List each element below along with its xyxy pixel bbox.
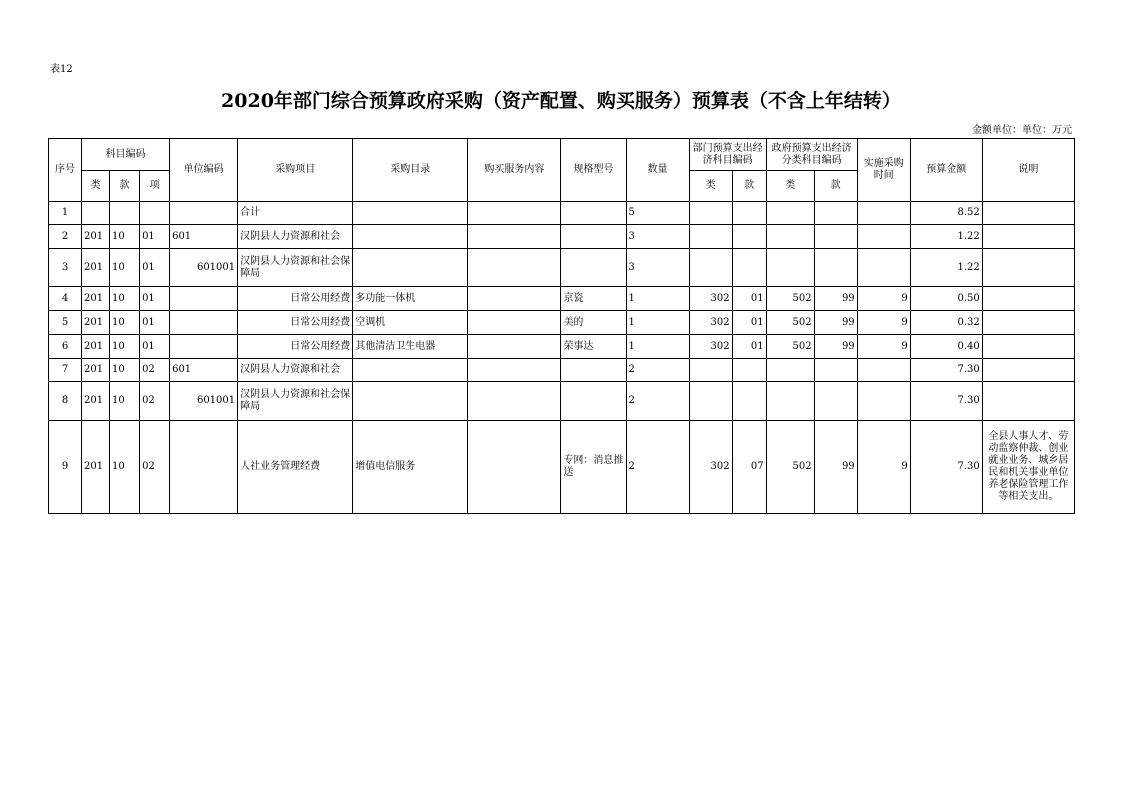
cell-gov-kuan bbox=[814, 359, 857, 382]
cell-seq: 5 bbox=[49, 311, 82, 335]
cell-service bbox=[468, 311, 561, 335]
table-row bbox=[49, 249, 1075, 287]
cell-lei: 201 bbox=[82, 335, 110, 359]
cell-amount: 0.50 bbox=[910, 287, 982, 311]
header-service-content: 购买服务内容 bbox=[468, 139, 561, 202]
cell-time bbox=[857, 249, 910, 287]
cell-lei: 201 bbox=[82, 287, 110, 311]
table-row bbox=[49, 311, 1075, 335]
cell-amount: 0.40 bbox=[910, 335, 982, 359]
cell-item: 日常公用经费 bbox=[238, 311, 353, 335]
cell-item: 合计 bbox=[238, 202, 353, 225]
cell-note bbox=[982, 311, 1074, 335]
cell-xiang: 01 bbox=[140, 287, 170, 311]
header-quantity: 数量 bbox=[626, 139, 689, 202]
cell-qty: 1 bbox=[626, 335, 689, 359]
cell-time: 9 bbox=[857, 421, 910, 514]
cell-service bbox=[468, 335, 561, 359]
cell-catalog: 增值电信服务 bbox=[353, 421, 468, 514]
cell-catalog bbox=[353, 382, 468, 421]
cell-qty: 5 bbox=[626, 202, 689, 225]
header-gov-econ-code: 政府预算支出经济分类科目编码 bbox=[766, 139, 857, 171]
cell-dept-lei bbox=[689, 249, 732, 287]
cell-spec bbox=[561, 249, 626, 287]
cell-dept-lei bbox=[689, 202, 732, 225]
table-row bbox=[49, 359, 1075, 382]
table-row bbox=[49, 382, 1075, 421]
cell-qty: 1 bbox=[626, 287, 689, 311]
header-dept-kuan: 款 bbox=[732, 171, 766, 202]
cell-gov-lei bbox=[766, 249, 814, 287]
cell-amount: 8.52 bbox=[910, 202, 982, 225]
cell-amount: 7.30 bbox=[910, 421, 982, 514]
cell-gov-lei bbox=[766, 382, 814, 421]
header-note: 说明 bbox=[982, 139, 1074, 202]
cell-lei: 201 bbox=[82, 225, 110, 249]
cell-qty: 2 bbox=[626, 421, 689, 514]
cell-seq: 2 bbox=[49, 225, 82, 249]
cell-amount: 7.30 bbox=[910, 382, 982, 421]
cell-spec bbox=[561, 225, 626, 249]
cell-catalog: 其他清洁卫生电器 bbox=[353, 335, 468, 359]
cell-dept-lei bbox=[689, 359, 732, 382]
cell-item: 汉阴县人力资源和社会 bbox=[238, 359, 353, 382]
cell-kuan bbox=[110, 202, 140, 225]
header-budget-amount: 预算金额 bbox=[910, 139, 982, 202]
cell-qty: 2 bbox=[626, 359, 689, 382]
cell-time: 9 bbox=[857, 311, 910, 335]
header-purchase-item: 采购项目 bbox=[238, 139, 353, 202]
cell-note bbox=[982, 287, 1074, 311]
cell-seq: 6 bbox=[49, 335, 82, 359]
cell-xiang: 01 bbox=[140, 249, 170, 287]
cell-kuan: 10 bbox=[110, 382, 140, 421]
cell-catalog: 空调机 bbox=[353, 311, 468, 335]
cell-service bbox=[468, 249, 561, 287]
cell-xiang bbox=[140, 202, 170, 225]
cell-gov-lei: 502 bbox=[766, 287, 814, 311]
cell-spec: 专网：消息推送 bbox=[561, 421, 626, 514]
cell-qty: 3 bbox=[626, 249, 689, 287]
cell-item: 日常公用经费 bbox=[238, 335, 353, 359]
cell-gov-lei: 502 bbox=[766, 311, 814, 335]
header-kuan: 款 bbox=[110, 171, 140, 202]
cell-item: 日常公用经费 bbox=[238, 287, 353, 311]
cell-note bbox=[982, 335, 1074, 359]
cell-lei bbox=[82, 202, 110, 225]
cell-unit-code: 601 bbox=[170, 225, 238, 249]
cell-qty: 1 bbox=[626, 311, 689, 335]
header-impl-time: 实施采购时间 bbox=[857, 139, 910, 202]
table-row bbox=[49, 225, 1075, 249]
cell-dept-kuan bbox=[732, 249, 766, 287]
cell-spec: 荣事达 bbox=[561, 335, 626, 359]
cell-lei: 201 bbox=[82, 382, 110, 421]
cell-service bbox=[468, 202, 561, 225]
cell-xiang: 02 bbox=[140, 382, 170, 421]
header-spec-model: 规格型号 bbox=[561, 139, 626, 202]
header-purchase-catalog: 采购目录 bbox=[353, 139, 468, 202]
cell-xiang: 01 bbox=[140, 335, 170, 359]
cell-seq: 7 bbox=[49, 359, 82, 382]
cell-time bbox=[857, 359, 910, 382]
cell-time: 9 bbox=[857, 287, 910, 311]
cell-seq: 3 bbox=[49, 249, 82, 287]
cell-unit-code bbox=[170, 311, 238, 335]
cell-dept-lei: 302 bbox=[689, 287, 732, 311]
cell-time bbox=[857, 382, 910, 421]
cell-catalog bbox=[353, 202, 468, 225]
header-dept-econ-code: 部门预算支出经济科目编码 bbox=[689, 139, 766, 171]
cell-note bbox=[982, 249, 1074, 287]
cell-amount: 7.30 bbox=[910, 359, 982, 382]
cell-gov-lei: 502 bbox=[766, 335, 814, 359]
cell-dept-lei bbox=[689, 382, 732, 421]
cell-dept-kuan bbox=[732, 359, 766, 382]
cell-lei: 201 bbox=[82, 311, 110, 335]
cell-gov-kuan: 99 bbox=[814, 421, 857, 514]
cell-gov-kuan bbox=[814, 225, 857, 249]
cell-dept-kuan: 01 bbox=[732, 335, 766, 359]
cell-xiang: 01 bbox=[140, 311, 170, 335]
cell-dept-lei: 302 bbox=[689, 311, 732, 335]
cell-lei: 201 bbox=[82, 359, 110, 382]
header-subject-code: 科目编码 bbox=[82, 139, 170, 171]
cell-lei: 201 bbox=[82, 249, 110, 287]
cell-unit-code bbox=[170, 335, 238, 359]
cell-spec: 京瓷 bbox=[561, 287, 626, 311]
cell-item: 人社业务管理经费 bbox=[238, 421, 353, 514]
cell-gov-kuan: 99 bbox=[814, 335, 857, 359]
cell-time bbox=[857, 225, 910, 249]
header-xiang: 项 bbox=[140, 171, 170, 202]
cell-note bbox=[982, 382, 1074, 421]
cell-catalog bbox=[353, 249, 468, 287]
cell-dept-lei: 302 bbox=[689, 335, 732, 359]
procurement-budget-table bbox=[48, 138, 1075, 514]
cell-note bbox=[982, 225, 1074, 249]
cell-gov-kuan bbox=[814, 202, 857, 225]
cell-service bbox=[468, 421, 561, 514]
cell-amount: 0.32 bbox=[910, 311, 982, 335]
header-lei: 类 bbox=[82, 171, 110, 202]
table-row bbox=[49, 287, 1075, 311]
cell-unit-code bbox=[170, 202, 238, 225]
cell-item: 汉阴县人力资源和社会保障局 bbox=[238, 382, 353, 421]
cell-spec bbox=[561, 382, 626, 421]
table-row bbox=[49, 202, 1075, 225]
page-title: 2020年部门综合预算政府采购（资产配置、购买服务）预算表（不含上年结转） bbox=[221, 90, 901, 112]
cell-service bbox=[468, 359, 561, 382]
cell-note bbox=[982, 202, 1074, 225]
cell-note: 全县人事人才、劳动监察仲裁、创业就业业务、城乡居民和机关事业单位养老保险管理工作等相关支出。 bbox=[982, 421, 1074, 514]
header-gov-kuan: 款 bbox=[814, 171, 857, 202]
cell-kuan: 10 bbox=[110, 225, 140, 249]
cell-kuan: 10 bbox=[110, 249, 140, 287]
cell-service bbox=[468, 382, 561, 421]
cell-xiang: 02 bbox=[140, 359, 170, 382]
cell-catalog bbox=[353, 359, 468, 382]
cell-unit-code bbox=[170, 421, 238, 514]
cell-unit-code: 601001 bbox=[170, 249, 238, 287]
cell-gov-lei bbox=[766, 202, 814, 225]
table-row bbox=[49, 335, 1075, 359]
cell-dept-lei: 302 bbox=[689, 421, 732, 514]
cell-gov-kuan bbox=[814, 249, 857, 287]
cell-gov-lei: 502 bbox=[766, 421, 814, 514]
cell-lei: 201 bbox=[82, 421, 110, 514]
header-seq: 序号 bbox=[49, 139, 82, 202]
cell-kuan: 10 bbox=[110, 335, 140, 359]
cell-gov-kuan: 99 bbox=[814, 287, 857, 311]
cell-kuan: 10 bbox=[110, 359, 140, 382]
cell-dept-kuan: 01 bbox=[732, 311, 766, 335]
cell-kuan: 10 bbox=[110, 311, 140, 335]
cell-item: 汉阴县人力资源和社会保障局 bbox=[238, 249, 353, 287]
cell-time bbox=[857, 202, 910, 225]
cell-unit-code bbox=[170, 287, 238, 311]
cell-spec bbox=[561, 202, 626, 225]
cell-spec: 美的 bbox=[561, 311, 626, 335]
cell-seq: 1 bbox=[49, 202, 82, 225]
table-row bbox=[49, 421, 1075, 514]
cell-seq: 9 bbox=[49, 421, 82, 514]
cell-dept-kuan bbox=[732, 202, 766, 225]
cell-service bbox=[468, 287, 561, 311]
cell-qty: 3 bbox=[626, 225, 689, 249]
cell-catalog bbox=[353, 225, 468, 249]
cell-gov-kuan bbox=[814, 382, 857, 421]
cell-seq: 8 bbox=[49, 382, 82, 421]
cell-unit-code: 601 bbox=[170, 359, 238, 382]
cell-gov-kuan: 99 bbox=[814, 311, 857, 335]
cell-seq: 4 bbox=[49, 287, 82, 311]
header-unit-code: 单位编码 bbox=[170, 139, 238, 202]
cell-qty: 2 bbox=[626, 382, 689, 421]
cell-note bbox=[982, 359, 1074, 382]
cell-gov-lei bbox=[766, 225, 814, 249]
cell-dept-kuan bbox=[732, 382, 766, 421]
cell-service bbox=[468, 225, 561, 249]
table-number: 表12 bbox=[50, 64, 73, 75]
cell-kuan: 10 bbox=[110, 421, 140, 514]
cell-xiang: 02 bbox=[140, 421, 170, 514]
cell-amount: 1.22 bbox=[910, 249, 982, 287]
cell-dept-kuan: 07 bbox=[732, 421, 766, 514]
cell-item: 汉阴县人力资源和社会 bbox=[238, 225, 353, 249]
cell-gov-lei bbox=[766, 359, 814, 382]
cell-kuan: 10 bbox=[110, 287, 140, 311]
cell-dept-kuan bbox=[732, 225, 766, 249]
cell-catalog: 多功能一体机 bbox=[353, 287, 468, 311]
cell-amount: 1.22 bbox=[910, 225, 982, 249]
cell-dept-kuan: 01 bbox=[732, 287, 766, 311]
cell-unit-code: 601001 bbox=[170, 382, 238, 421]
cell-dept-lei bbox=[689, 225, 732, 249]
cell-xiang: 01 bbox=[140, 225, 170, 249]
cell-spec bbox=[561, 359, 626, 382]
cell-time: 9 bbox=[857, 335, 910, 359]
amount-unit: 金额单位：单位：万元 bbox=[972, 125, 1072, 136]
header-gov-lei: 类 bbox=[766, 171, 814, 202]
header-dept-lei: 类 bbox=[689, 171, 732, 202]
